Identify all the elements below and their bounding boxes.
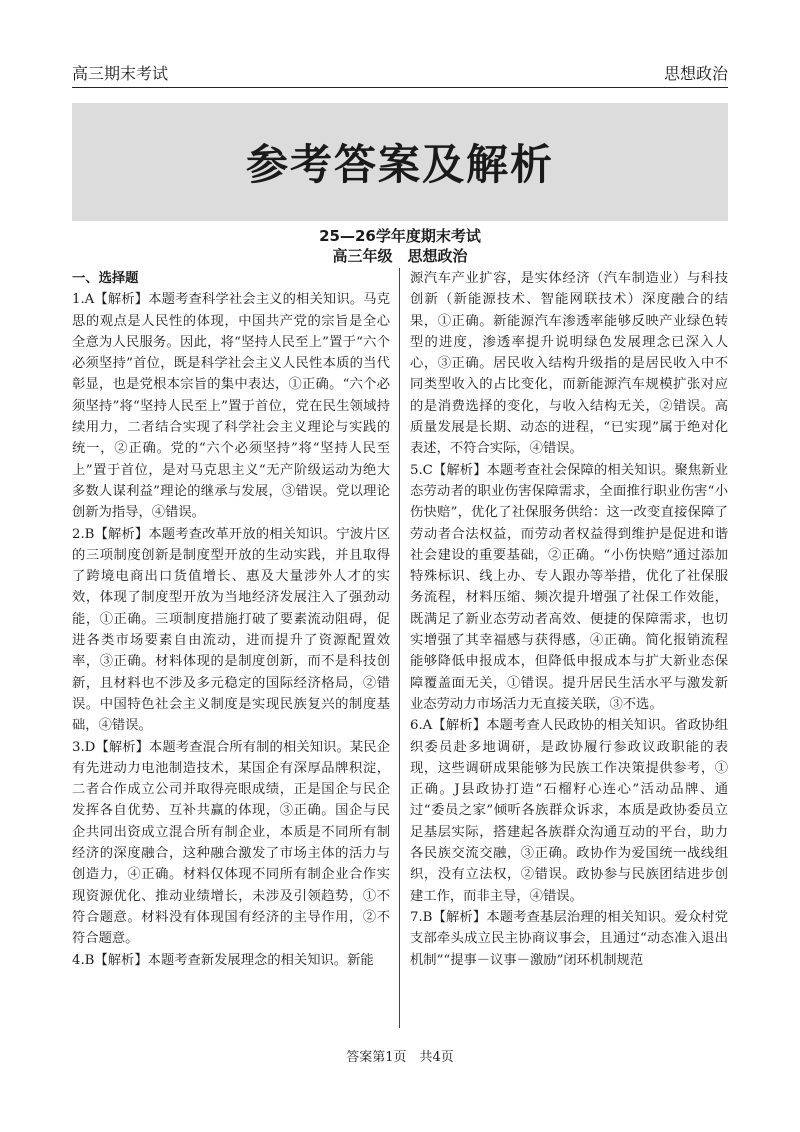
page-title: 参考答案及解析 <box>245 140 554 189</box>
header-subject: 思想政治 <box>663 64 728 83</box>
answer-paragraph-3: 3.D【解析】本题考查混合所有制的相关知识。某民企有先进动力电池制造技术，某国企有深厚品牌积淀，二者合作成立公司并取得亮眼成绩，正是国企与民企发挥各自优势、互补共赢的体现，③正确。国企与民企共同出资成立混合所有制企业，本质是不同所有制经济的深度融合，这种融合激发了市场主体的活力与创造力，④正确。材料仅体现不同所有制企业合作实现资源优化、推动业绩增长，未涉及引领趋势，①不符合题意。材料没有体现国有经济的主导作用，②不符合题意。 <box>72 739 390 947</box>
header-exam-name: 高三期末考试 <box>72 64 169 83</box>
exam-subtitle: 高三年级 思想政治 <box>332 247 468 265</box>
left-column <box>72 268 390 1034</box>
answer-paragraph-5: 5.C【解析】本题考查社会保障的相关知识。聚焦新业态劳动者的职业伤害保障需求，全面推行职业伤害“小伤快赔”，优化了社保服务供给：这一改变直接保障了劳动者合法权益，而劳动者权益得到维护是促进和谐社会建设的重要基础，②正确。“小伤快赔”通过添加特殊标识、线上办、专人跟办等举措，优化了社保服务流程，材料压缩、频次提升增强了社保工作效能，既满足了新业态劳动者高效、便捷的保障需求，也切实增强了其幸福感与获得感，④正确。简化报销流程能够降低申报成本，但降低申报成本与扩大新业态保障覆盖面无关，①错误。提升居民生活水平与激发新业态劳动力市场活力无直接关联，③不选。 <box>410 462 728 712</box>
right-column <box>410 268 728 1034</box>
answer-paragraph-4: 4.B【解析】本题考查新发展理念的相关知识。新能 <box>72 952 374 968</box>
answer-paragraph-4-cont: 源汽车产业扩容，是实体经济（汽车制造业）与科技创新（新能源技术、智能网联技术）深度融合的结果，①正确。新能源汽车渗透率能够反映产业绿色转型的进度，渗透率提升说明绿色发展理念已深入人心，③正确。居民收入结构升级指的是居民收入中不同类型收入的占比变化，而新能源汽车规模扩张对应的是消费选择的变化，与收入结构无关，②错误。高质量发展是长期、动态的进程，“已实现”属于绝对化表述，不符合实际，④错误。 <box>410 271 728 457</box>
section-heading: 一、选择题 <box>72 271 139 286</box>
title-banner <box>72 103 728 221</box>
answer-paragraph-6: 6.A【解析】本题考查人民政协的相关知识。省政协组织委员赴多地调研，是政协履行参政议政职能的表现，这些调研成果能够为民族工作决策提供参考，①正确。J县政协打造“石榴籽心连心”活动品牌、通过“委员之家”倾听各族群众诉求，本质是政协委员立足基层实际，搭建起各族群众沟通互动的平台，助力各民族交流交融，③正确。政协作为爱国统一战线组织，没有立法权，②错误。政协参与民族团结进步创建工作，而非主导，④错误。 <box>410 718 728 904</box>
page-header <box>72 58 728 88</box>
exam-title: 25—26学年度期末考试 <box>319 227 481 245</box>
answer-paragraph-2: 2.B【解析】本题考查改革开放的相关知识。宁波片区的三项制度创新是制度型开放的生动实践，并且取得了跨境电商出口货值增长、惠及大量涉外人才的实效，体现了制度型开放为当地经济发展注入了强劲动能，①正确。三项制度措施打破了要素流动阻碍，促进各类市场要素自由流动，进而提升了资源配置效率，③正确。材料体现的是制度创新，而不是科技创新，且材料也不涉及多元稳定的国际经济格局，②错误。中国特色社会主义制度是实现民族复兴的制度基础，④错误。 <box>72 526 390 734</box>
answer-paragraph-1: 1.A【解析】本题考查科学社会主义的相关知识。马克思的观点是人民性的体现，中国共产党的宗旨是全心全意为人民服务。因此，将“坚持人民至上”置于“六个必须坚持”首位，既是科学社会主义人民性本质的当代彰显，也是党根本宗旨的集中表达，①正确。“六个必须坚持”将“坚持人民至上”置于首位，党在民生领域持续用力，二者结合实现了科学社会主义理论与实践的统一，②正确。党的“六个必须坚持”将“坚持人民至上”置于首位，是对马克思主义“无产阶级运动为绝大多数人谋利益”理论的继承与发展，③错误。党以理论创新为指导，④错误。 <box>72 292 390 521</box>
page-footer: 答案第1页 共4页 <box>346 1050 454 1065</box>
answer-body <box>72 268 728 1034</box>
answer-paragraph-7: 7.B【解析】本题考查基层治理的相关知识。爱众村党支部牵头成立民主协商议事会，且通过“动态准入退出机制”“提事－议事－激励”闭环机制规范 <box>410 909 728 968</box>
